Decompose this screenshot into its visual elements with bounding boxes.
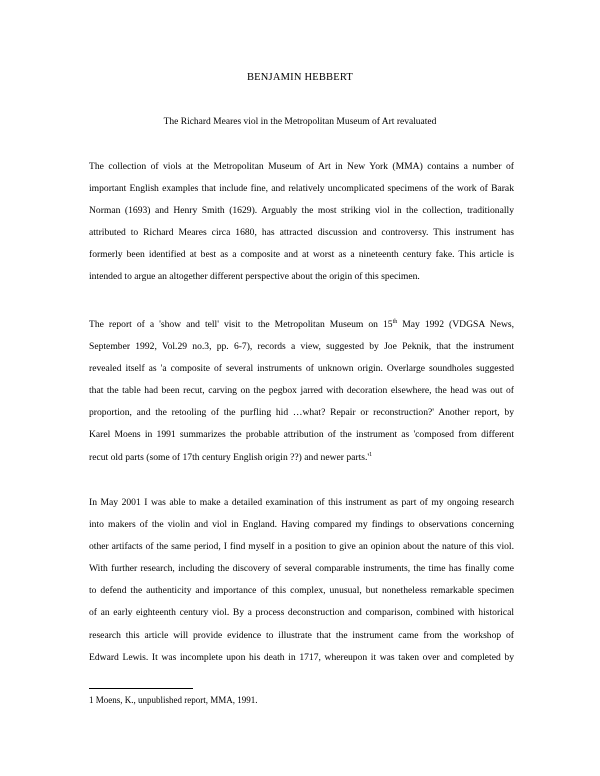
text-line: into makers of the violin and viol in England. Having compared my findings to observations concerning bbox=[89, 519, 514, 531]
text-line: to defend the authenticity and importance of this complex, unusual, but nonetheless remarkable specimen bbox=[89, 585, 514, 597]
text-line: of an early eighteenth century viol. By a process deconstruction and comparison, combined with historical bbox=[89, 607, 514, 619]
text-line: September 1992, Vol.29 no.3, pp. 6-7), records a view, suggested by Joe Peknik, that the instrument bbox=[89, 341, 514, 353]
text-line: Karel Moens in 1991 summarizes the probable attribution of the instrument as 'composed from different bbox=[89, 429, 514, 441]
author-name: BENJAMIN HEBBERT bbox=[246, 72, 354, 83]
paragraph-1 bbox=[89, 156, 514, 289]
text-line: attributed to Richard Meares circa 1680, has attracted discussion and controversy. This instrument has bbox=[89, 227, 514, 239]
text-segment: May 1992 (VDGSA News, bbox=[397, 319, 514, 330]
text-line: research this article will provide evidence to illustrate that the instrument came from the workshop of bbox=[89, 629, 514, 641]
footnote-reference[interactable]: 1 bbox=[369, 451, 373, 458]
text-line: In May 2001 I was able to make a detailed examination of this instrument as part of my ongoing research bbox=[89, 497, 514, 508]
paragraph-3 bbox=[89, 492, 514, 669]
text-line: Edward Lewis. It was incomplete upon his death in 1717, whereupon it was taken over and completed by bbox=[89, 651, 514, 663]
paragraph-2 bbox=[89, 314, 514, 469]
text-line: With further research, including the discovery of several comparable instruments, the time has finally come bbox=[89, 563, 514, 575]
footnote: 1 Moens, K., unpublished report, MMA, 1991. bbox=[89, 695, 258, 705]
ordinal-suffix: th bbox=[392, 319, 398, 325]
text-line: Norman (1693) and Henry Smith (1629). Arguably the most striking viol in the collection, traditionally bbox=[89, 205, 514, 217]
text-line: other artifacts of the same period, I find myself in a position to give an opinion about the nature of this viol. bbox=[89, 541, 514, 553]
text-line: revealed itself as 'a composite of several instruments of unknown origin. Overlarge soundholes suggested bbox=[89, 363, 514, 375]
text-line: The collection of viols at the Metropolitan Museum of Art in New York (MMA) contains a number of bbox=[89, 161, 514, 172]
text-line: formerly been identified at best as a composite and at worst as a nineteenth century fake. This article is bbox=[89, 249, 514, 261]
text-segment: The report of a 'show and tell' visit to the Metropolitan Museum on 15 bbox=[89, 319, 393, 330]
text-line: that the table had been recut, carving on the pegbox jarred with decoration elsewhere, the head was out of bbox=[89, 385, 514, 397]
text-line: important English examples that include fine, and relatively uncomplicated specimens of the work of Barak bbox=[89, 183, 514, 195]
text-line: proportion, and the retooling of the purfling hid …what? Repair or reconstruction?' Another report, by bbox=[89, 407, 514, 419]
article-title: The Richard Meares viol in the Metropolitan Museum of Art revaluated bbox=[163, 117, 437, 127]
footnote-separator bbox=[89, 688, 193, 689]
text-line bbox=[89, 314, 514, 336]
text-line bbox=[89, 447, 514, 469]
text-segment: recut old parts (some of 17th century English origin ??) and newer parts.' bbox=[89, 451, 370, 463]
text-line: intended to argue an altogether different perspective about the origin of this specimen. bbox=[89, 271, 420, 283]
